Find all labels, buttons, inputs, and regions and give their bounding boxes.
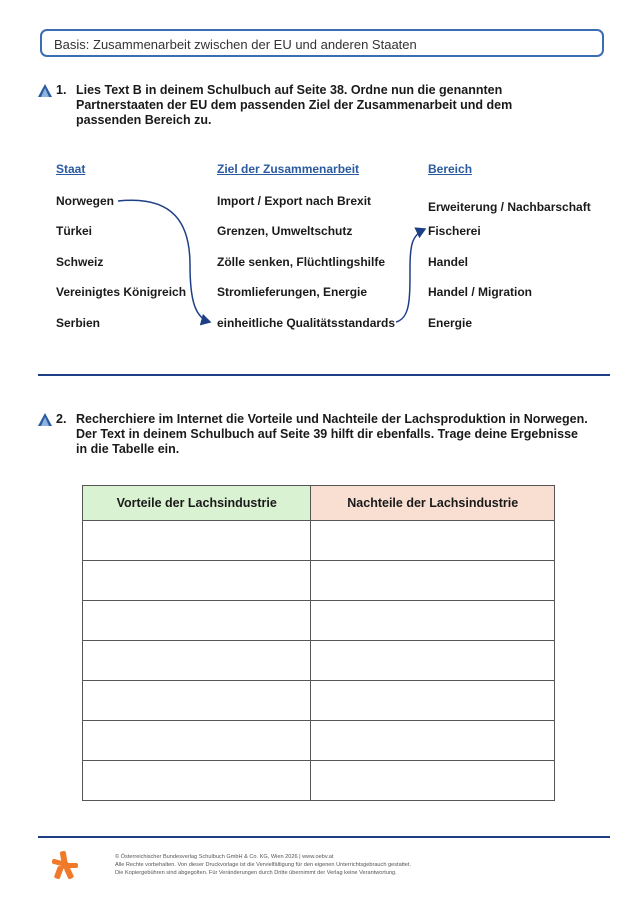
task-1-number: 1. xyxy=(56,83,67,97)
arrow-norwegen-to-ziel xyxy=(118,200,210,322)
table-row xyxy=(83,721,555,761)
vorteile-cell[interactable] xyxy=(83,521,311,561)
column-header-ziel: Ziel der Zusammenarbeit xyxy=(217,162,360,176)
table-row xyxy=(83,641,555,681)
task-2-number: 2. xyxy=(56,412,67,426)
task-1-text: Lies Text B in deinem Schulbuch auf Seite 38. Ordne nun die genannten Partnerstaaten der EU dem passenden Ziel der Zusammenarbeit und dem passenden Bereich zu. xyxy=(76,83,513,127)
ziel-item: einheitliche Qualitätsstandards xyxy=(217,316,396,330)
nachteile-cell[interactable] xyxy=(311,761,555,801)
ziel-item: Stromlieferungen, Energie xyxy=(217,285,368,299)
ziel-item: Grenzen, Umweltschutz xyxy=(217,224,353,238)
worksheet-title: Basis: Zusammenarbeit zwischen der EU und anderen Staaten xyxy=(54,37,417,52)
vorteile-cell[interactable] xyxy=(83,641,311,681)
table-row xyxy=(83,561,555,601)
ziel-item: Import / Export nach Brexit xyxy=(217,194,372,208)
publisher-logo-icon xyxy=(52,851,78,879)
nachteile-cell[interactable] xyxy=(311,601,555,641)
bereich-item: Fischerei xyxy=(428,224,481,238)
nachteile-cell[interactable] xyxy=(311,721,555,761)
table-row xyxy=(83,681,555,721)
table-row xyxy=(83,761,555,801)
column-header-staat: Staat xyxy=(56,162,86,176)
staat-item: Türkei xyxy=(56,224,93,238)
staat-item: Schweiz xyxy=(56,255,104,269)
nachteile-cell[interactable] xyxy=(311,641,555,681)
arrow-ziel-to-bereich xyxy=(396,229,425,322)
task-2-text: Recherchiere im Internet die Vorteile und Nachteile der Lachsproduktion in Norwegen. Der Text in deinem Schulbuch auf Seite 39 hilft dir ebenfalls. Trage deine Ergebnisse in die Tabelle ein. xyxy=(76,412,588,456)
pros-cons-table xyxy=(82,485,555,801)
bereich-item: Handel / Migration xyxy=(428,285,533,299)
vorteile-cell[interactable] xyxy=(83,561,311,601)
section-divider xyxy=(38,374,610,376)
vorteile-header: Vorteile der Lachsindustrie xyxy=(83,486,311,521)
bereich-item: Handel xyxy=(428,255,469,269)
staat-item: Serbien xyxy=(56,316,101,330)
bereich-item: Energie xyxy=(428,316,473,330)
ziel-item: Zölle senken, Flüchtlingshilfe xyxy=(217,255,386,269)
staat-item: Vereinigtes Königreich xyxy=(56,285,187,299)
nachteile-cell[interactable] xyxy=(311,521,555,561)
copyright-notice: © Österreichischer Bundesverlag Schulbuch GmbH & Co. KG, Wien 2026 | www.oebv.at Alle Rechte vorbehalten. Von dieser Druckvorlage ist die Vervielfältigung für den eigenen Unterrichtsgebrauch gestattet. Die Kopiergebühren sind abgegolten. Für Veränderungen durch Dritte übernimmt der Verlag keine Verantwortung. xyxy=(115,854,412,876)
column-header-bereich: Bereich xyxy=(428,162,473,176)
vorteile-cell[interactable] xyxy=(83,601,311,641)
table-row xyxy=(83,521,555,561)
footer-divider xyxy=(38,836,610,838)
staat-item: Norwegen xyxy=(56,194,115,208)
nachteile-cell[interactable] xyxy=(311,561,555,601)
table-row xyxy=(83,601,555,641)
nachteile-header: Nachteile der Lachsindustrie xyxy=(311,486,555,521)
vorteile-cell[interactable] xyxy=(83,681,311,721)
vorteile-cell[interactable] xyxy=(83,761,311,801)
difficulty-icon xyxy=(38,413,52,426)
nachteile-cell[interactable] xyxy=(311,681,555,721)
bereich-item: Erweiterung / Nachbarschaft xyxy=(428,200,591,214)
vorteile-cell[interactable] xyxy=(83,721,311,761)
